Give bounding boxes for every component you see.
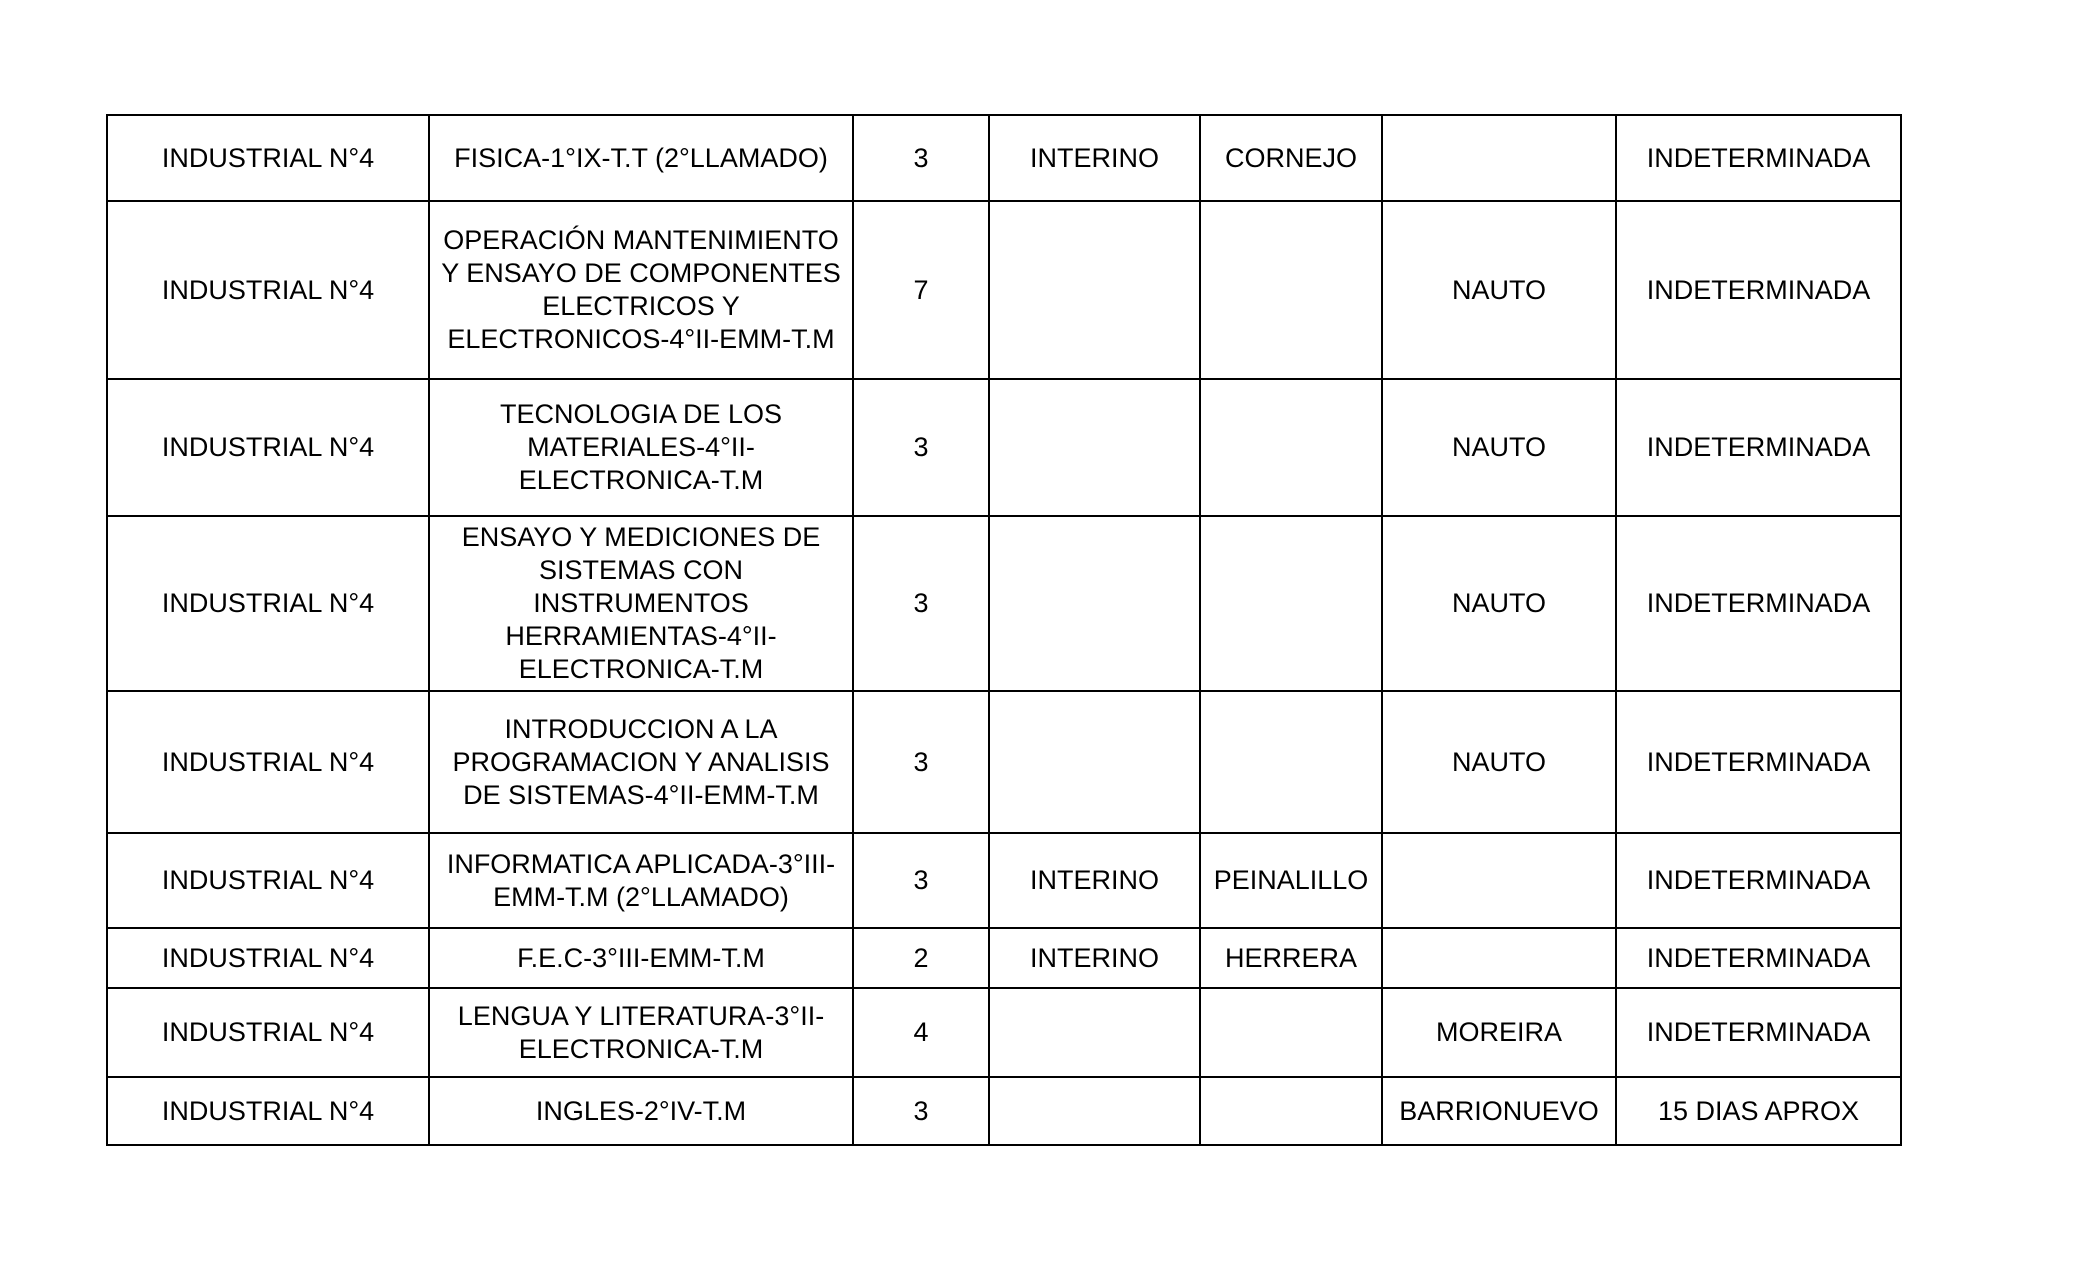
- duration-cell: INDETERMINADA: [1616, 988, 1901, 1077]
- school-cell: INDUSTRIAL N°4: [107, 115, 429, 201]
- duration-cell: INDETERMINADA: [1616, 201, 1901, 379]
- subject-cell: F.E.C-3°III-EMM-T.M: [429, 928, 853, 988]
- school-cell: INDUSTRIAL N°4: [107, 201, 429, 379]
- status-cell: INTERINO: [989, 833, 1200, 928]
- status-cell: [989, 988, 1200, 1077]
- subject-cell: FISICA-1°IX-T.T (2°LLAMADO): [429, 115, 853, 201]
- status-cell: INTERINO: [989, 928, 1200, 988]
- duration-cell: INDETERMINADA: [1616, 516, 1901, 691]
- subject-cell: INTRODUCCION A LA PROGRAMACION Y ANALISIS DE SISTEMAS-4°II-EMM-T.M: [429, 691, 853, 833]
- duration-cell: INDETERMINADA: [1616, 379, 1901, 516]
- replaced-cell: [1382, 833, 1616, 928]
- school-cell: INDUSTRIAL N°4: [107, 833, 429, 928]
- replaced-cell: NAUTO: [1382, 379, 1616, 516]
- replaced-cell: NAUTO: [1382, 201, 1616, 379]
- table-row: [107, 988, 1901, 1077]
- hours-cell: 3: [853, 691, 989, 833]
- school-cell: INDUSTRIAL N°4: [107, 379, 429, 516]
- table-row: [107, 201, 1901, 379]
- replaced-cell: BARRIONUEVO: [1382, 1077, 1616, 1145]
- table-row: [107, 379, 1901, 516]
- status-cell: [989, 1077, 1200, 1145]
- subject-cell: ENSAYO Y MEDICIONES DE SISTEMAS CON INSTRUMENTOS HERRAMIENTAS-4°II-ELECTRONICA-T.M: [429, 516, 853, 691]
- subject-cell: TECNOLOGIA DE LOS MATERIALES-4°II-ELECTRONICA-T.M: [429, 379, 853, 516]
- replaced-cell: NAUTO: [1382, 691, 1616, 833]
- subject-cell: OPERACIÓN MANTENIMIENTO Y ENSAYO DE COMPONENTES ELECTRICOS Y ELECTRONICOS-4°II-EMM-T.M: [429, 201, 853, 379]
- status-cell: [989, 201, 1200, 379]
- hours-cell: 4: [853, 988, 989, 1077]
- subject-cell: LENGUA Y LITERATURA-3°II-ELECTRONICA-T.M: [429, 988, 853, 1077]
- table-row: [107, 516, 1901, 691]
- replaced-cell: NAUTO: [1382, 516, 1616, 691]
- hours-cell: 7: [853, 201, 989, 379]
- table-row: [107, 115, 1901, 201]
- holder-cell: [1200, 988, 1382, 1077]
- school-cell: INDUSTRIAL N°4: [107, 1077, 429, 1145]
- replaced-cell: [1382, 115, 1616, 201]
- table-row: [107, 691, 1901, 833]
- holder-cell: [1200, 379, 1382, 516]
- holder-cell: [1200, 516, 1382, 691]
- vacancy-table: [106, 114, 1902, 1146]
- subject-cell: INFORMATICA APLICADA-3°III-EMM-T.M (2°LLAMADO): [429, 833, 853, 928]
- hours-cell: 3: [853, 379, 989, 516]
- holder-cell: [1200, 691, 1382, 833]
- table-row: [107, 1077, 1901, 1145]
- school-cell: INDUSTRIAL N°4: [107, 691, 429, 833]
- hours-cell: 2: [853, 928, 989, 988]
- duration-cell: INDETERMINADA: [1616, 691, 1901, 833]
- duration-cell: INDETERMINADA: [1616, 833, 1901, 928]
- holder-cell: HERRERA: [1200, 928, 1382, 988]
- duration-cell: INDETERMINADA: [1616, 115, 1901, 201]
- replaced-cell: [1382, 928, 1616, 988]
- duration-cell: 15 DIAS APROX: [1616, 1077, 1901, 1145]
- holder-cell: [1200, 1077, 1382, 1145]
- status-cell: INTERINO: [989, 115, 1200, 201]
- hours-cell: 3: [853, 1077, 989, 1145]
- subject-cell: INGLES-2°IV-T.M: [429, 1077, 853, 1145]
- holder-cell: PEINALILLO: [1200, 833, 1382, 928]
- hours-cell: 3: [853, 516, 989, 691]
- table-row: [107, 928, 1901, 988]
- school-cell: INDUSTRIAL N°4: [107, 928, 429, 988]
- status-cell: [989, 691, 1200, 833]
- status-cell: [989, 516, 1200, 691]
- school-cell: INDUSTRIAL N°4: [107, 988, 429, 1077]
- duration-cell: INDETERMINADA: [1616, 928, 1901, 988]
- hours-cell: 3: [853, 833, 989, 928]
- hours-cell: 3: [853, 115, 989, 201]
- replaced-cell: MOREIRA: [1382, 988, 1616, 1077]
- holder-cell: CORNEJO: [1200, 115, 1382, 201]
- table-row: [107, 833, 1901, 928]
- holder-cell: [1200, 201, 1382, 379]
- school-cell: INDUSTRIAL N°4: [107, 516, 429, 691]
- status-cell: [989, 379, 1200, 516]
